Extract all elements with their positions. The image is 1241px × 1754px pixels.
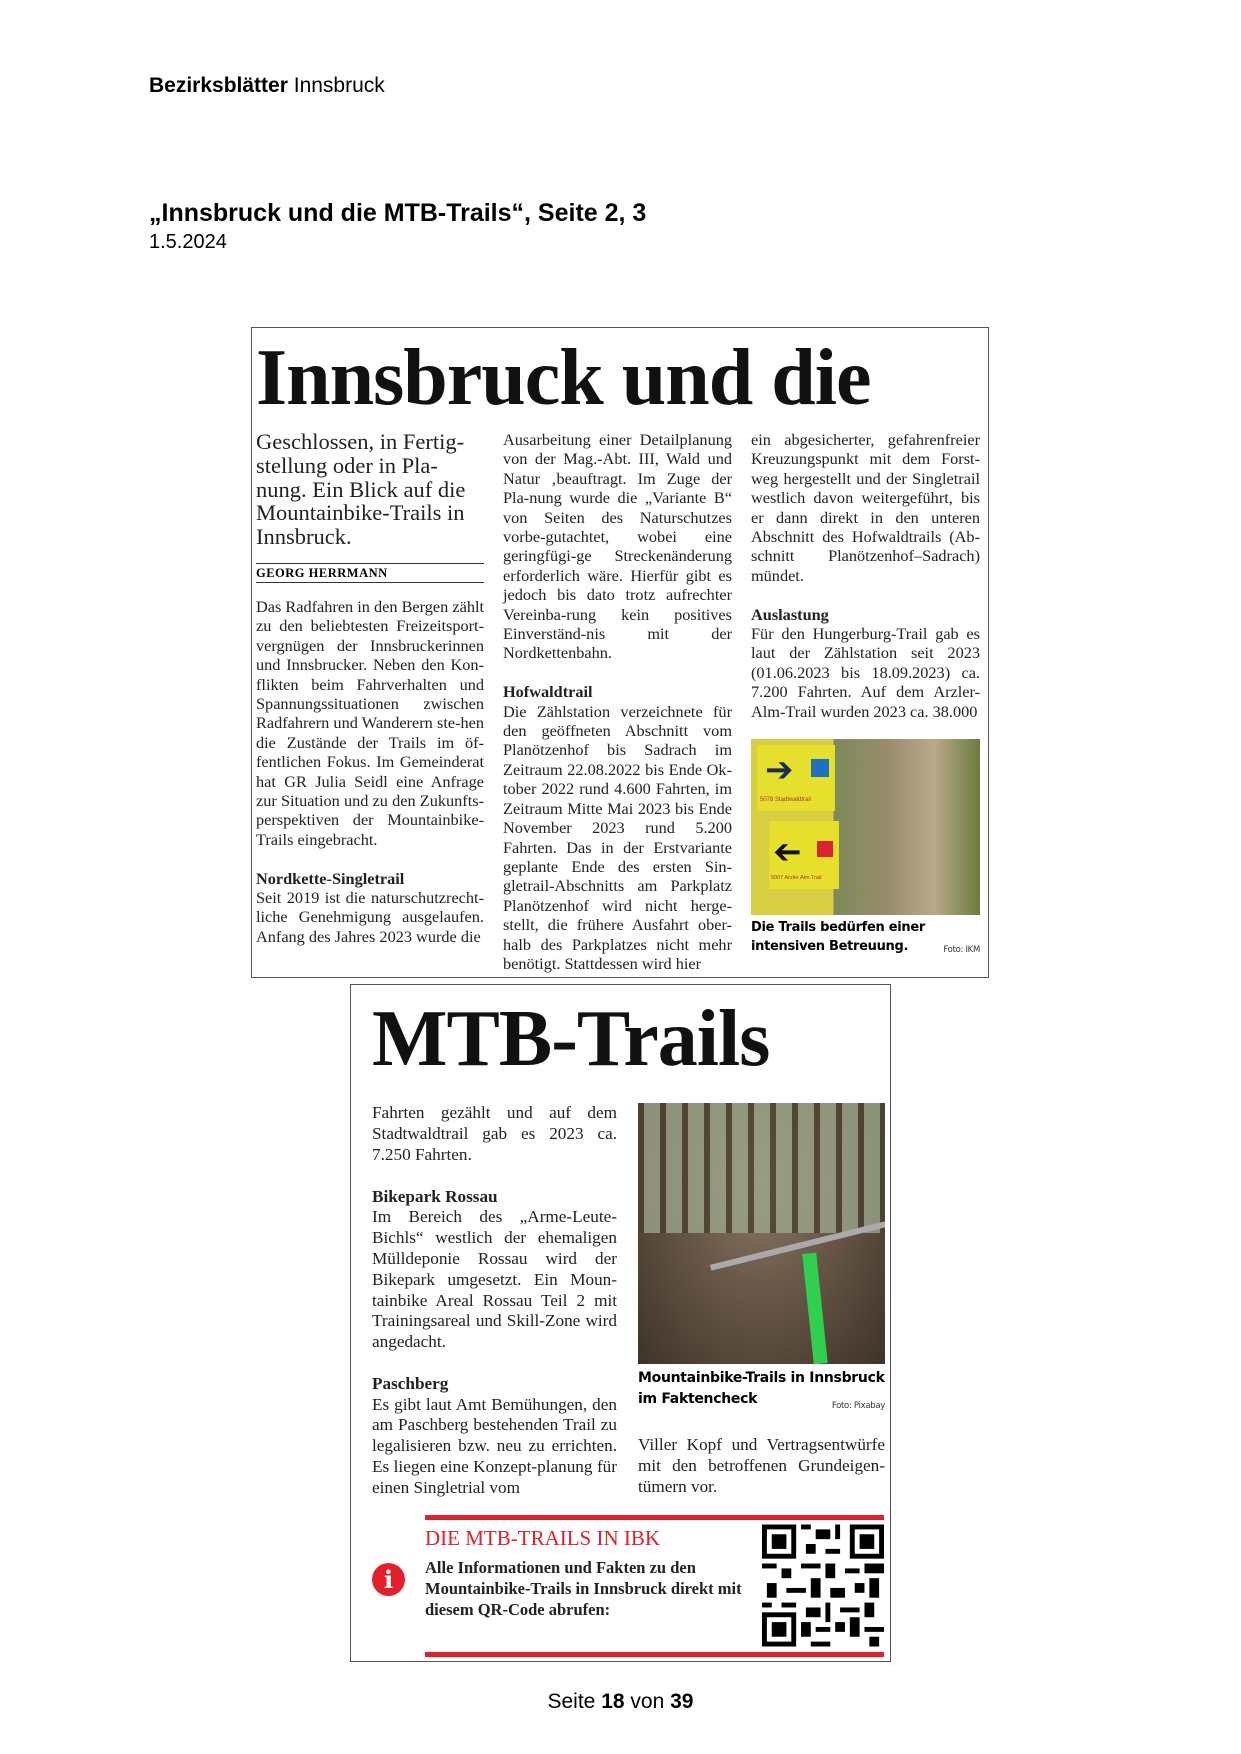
arrow-left-icon: ➔ — [773, 833, 802, 872]
footer-prefix: Seite — [547, 1689, 596, 1713]
footer-von: von — [630, 1689, 665, 1713]
sign-label-top: 5078 Stadtwaldtrail — [760, 797, 812, 804]
current-page-number: 18 — [601, 1689, 625, 1713]
author-byline: GEORG HERRMANN — [256, 563, 484, 583]
paragraph: Im Bereich des „Arme-Leute-Bichls“ westlich der ehemaligen Mülldeponie Rossau wird der Bikepark umgesetzt. Ein Moun-tainbike Areal Rossau Teil 2 mit Trainingsareal und Skill-Zone wird angedacht. — [372, 1207, 617, 1352]
arrow-right-icon: ➔ — [765, 751, 794, 790]
columns — [256, 430, 982, 973]
paragraph: Seit 2019 ist die naturschutzrecht-liche Genehmigung ausgelaufen. Anfang des Jahres 2023 wurde die — [256, 888, 484, 946]
paragraph: Viller Kopf und Vertragsentwürfe mit den betroffenen Grundeigen-tümern vor. — [638, 1435, 885, 1496]
column-a — [372, 1103, 617, 1498]
page-footer — [0, 1690, 1241, 1714]
subheading-bikepark: Bikepark Rossau — [372, 1186, 498, 1206]
clipping-page-2 — [251, 327, 989, 978]
column-b — [638, 1103, 885, 1497]
columns — [372, 1103, 884, 1498]
clippings-flow — [0, 327, 1241, 1714]
article-title: „Innsbruck und die MTB-Trails“, Seite 2, 3 — [149, 199, 647, 227]
subheading-hofwaldtrail: Hofwaldtrail — [503, 682, 593, 702]
paragraph: Ausarbeitung einer Detailplanung von der Mag.-Abt. III, Wald und Natur ‚beauftragt. Im Zuge der Pla-nung wurde die „Variante B“ von Seiten des Naturschutzes vorbe-gutachtet, wobei eine geringfügi-ge Streckenänderung erforderlich wäre. Hierfür gibt es jedoch bis dato trotz aufrechter Vereinba-rung kein positives Einverständ-nis mit der Nordkettenbahn. — [503, 430, 732, 663]
publication-name: Bezirksblätter — [149, 74, 288, 97]
photo-caption — [751, 918, 980, 960]
article-date: 1.5.2024 — [149, 231, 227, 253]
qr-code[interactable] — [762, 1523, 884, 1648]
headline-part-1: Innsbruck und die — [256, 334, 871, 422]
column-3 — [751, 430, 980, 960]
caption-text: Mountainbike-Trails in Innsbruck im Faktencheck — [638, 1370, 885, 1408]
forest-trees — [638, 1103, 885, 1233]
photo-credit: Foto: IKM — [943, 945, 980, 956]
bike-icon — [811, 759, 829, 777]
headline-part-2: MTB-Trails — [372, 995, 770, 1084]
paragraph: Für den Hungerburg-Trail gab es laut der Zählstation seit 2023 (01.06.2023 bis 18.09.2023) ca. 7.200 Fahrten. Auf dem Arzler-Alm-Trail wurden 2023 ca. 38.000 — [751, 624, 980, 721]
sign-label-bottom: 5007 Arzler Alm Trail — [771, 875, 822, 882]
publication-header — [149, 74, 385, 98]
photo-credit: Foto: Pixabay — [831, 1401, 885, 1412]
column-b-body — [638, 1435, 885, 1497]
paragraph: Das Radfahren in den Bergen zählt zu den beliebtesten Freizeitsport-vergnügen der Innsbruckerinnen und Innsbrucker. Neben den Kon-flikten beim Fahrverhalten und Spannungssituationen zwischen Radfahrern und Wanderern ste-hen die Zustände der Trails im öf-fentlichen Fokus. Im Gemeinderat hat GR Julia Seidl eine Anfrage zur Situation und zu den Zukunfts-perspektiven der Mountainbike-Trails eingebracht. — [256, 596, 485, 849]
column-3-body — [751, 430, 980, 721]
info-icon: i — [372, 1563, 405, 1596]
paragraph: Die Zählstation verzeichnete für den geöffneten Abschnitt vom Planötzenhof bis Sadrach im Zeitraum 22.08.2022 bis Ende Ok-tober 2022 rund 4.600 Fahrten, im Zeitraum Mitte Mai 2023 bis Ende November 2023 rund 5.200 Fahrten. Das in der Erstvariante geplante Ende des ersten Sin-gletrail-Abschnitts am Parkplatz Planötzenhof wird nicht herge-stellt, die frühere Ausfahrt ober-halb des Parkplatzes nicht mehr benötigt. Stattdessen wird hier — [503, 701, 732, 973]
info-text: Alle Informationen und Fakten zu den Mountainbike-Trails in Innsbruck direkt mit diesem QR-Code abrufen: — [425, 1557, 742, 1619]
caption-text: Die Trails bedürfen einer intensiven Betreuung. — [751, 920, 925, 955]
paragraph: ein abgesicherter, gefahrenfreier Kreuzungspunkt mit dem Forst-weg hergestellt und der Singletrail westlich davon weitergeführt, bis er dann direkt in den unteren Abschnitt des Hofwaldtrails (Ab-schnitt Planötzenhof–Sadrach) mündet. — [751, 430, 980, 585]
trail-sign-photo — [751, 739, 980, 915]
info-section — [372, 1515, 884, 1657]
paragraph: Es gibt laut Amt Bemühungen, den am Paschberg bestehenden Trail zu legalisieren bzw. neu zu errichten. Es liegen eine Konzept-planung für einen Singletrial vom — [372, 1394, 617, 1497]
subheading-nordkette: Nordkette-Singletrail — [256, 868, 405, 888]
column-2 — [503, 430, 732, 973]
mountainbike-photo — [638, 1103, 885, 1364]
info-title: DIE MTB-TRAILS IN IBK — [425, 1525, 661, 1550]
bike-fork — [802, 1253, 828, 1364]
sign-top — [757, 745, 835, 811]
paragraph: Fahrten gezählt und auf dem Stadtwaldtrail gab es 2023 ca. 7.250 Fahrten. — [372, 1103, 617, 1164]
info-box — [425, 1515, 884, 1657]
subheading-paschberg: Paschberg — [372, 1373, 449, 1393]
clipping-page-3 — [350, 984, 891, 1661]
total-page-count: 39 — [670, 1689, 694, 1713]
column-1-body — [256, 597, 484, 946]
bike-icon — [817, 841, 833, 857]
column-1 — [256, 430, 484, 946]
publication-region: Innsbruck — [293, 74, 385, 97]
lead-text: Geschlossen, in Fertig-stellung oder in Pla-nung. Ein Blick auf die Mountainbike-Trails in Innsbruck. — [256, 429, 466, 550]
info-content — [425, 1523, 750, 1620]
photo-caption — [638, 1368, 885, 1417]
sign-bottom — [769, 821, 839, 889]
subheading-auslastung: Auslastung — [751, 604, 829, 624]
